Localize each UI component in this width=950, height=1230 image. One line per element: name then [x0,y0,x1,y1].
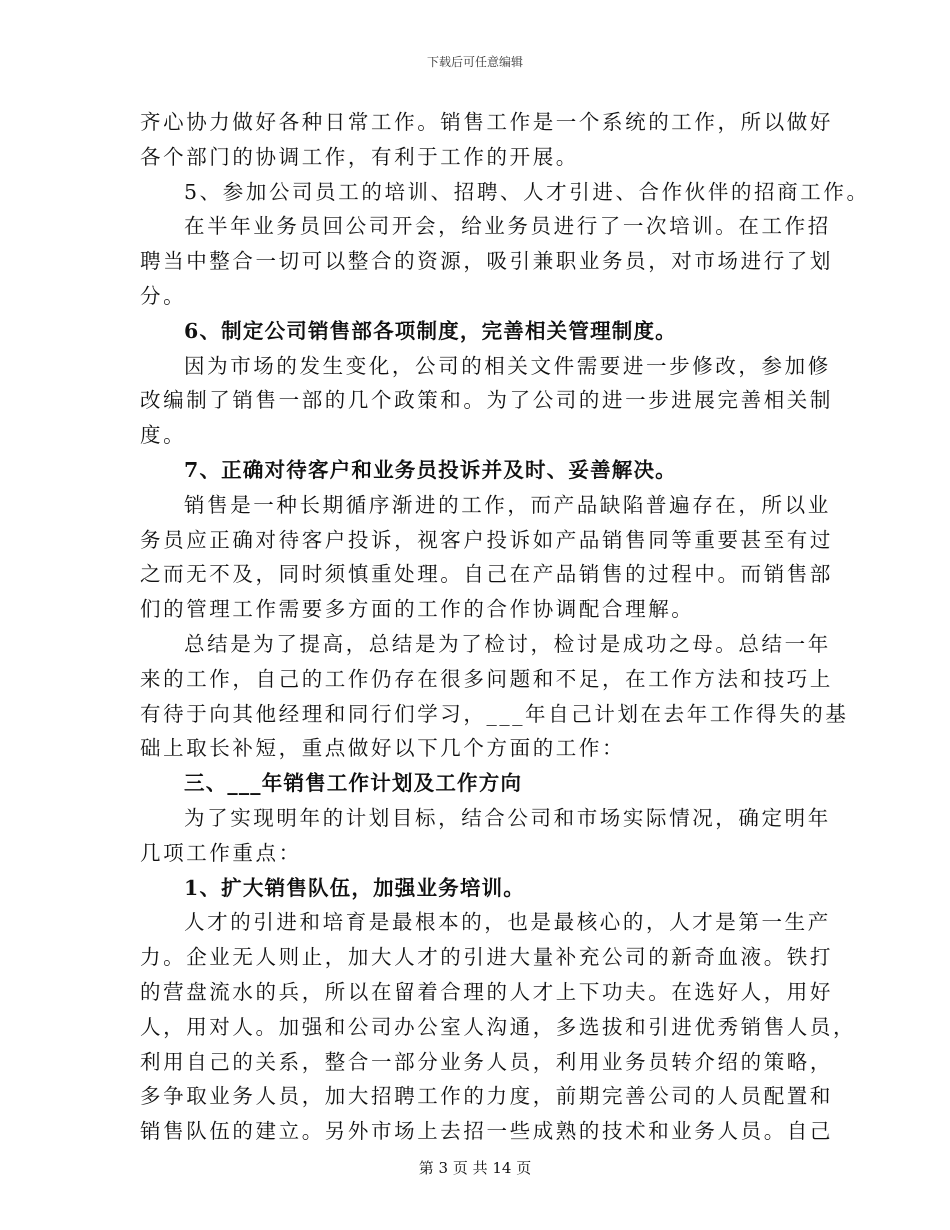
paragraph-line: 度。 [140,423,187,448]
paragraph-line: 利用自己的关系，整合一部分业务人员，利用业务员转介绍的策略， [140,1049,833,1074]
paragraph-line: 多争取业务人员，加大招聘工作的力度，前期完善公司的人员配置和 [140,1084,833,1109]
paragraph-line: 各个部门的协调工作，有利于工作的开展。 [140,144,579,169]
chapter-heading: 三、___年销售工作计划及工作方向 [184,771,523,796]
paragraph-line: 分。 [140,283,187,308]
paragraph-line: 务员应正确对待客户投诉，视客户投诉如产品销售同等重要甚至有过 [140,527,833,552]
page-number: 第 3 页 共 14 页 [418,1159,532,1177]
paragraph-line: 础上取长补短，重点做好以下几个方面的工作： [140,736,626,761]
section-heading: 7、正确对待客户和业务员投诉并及时、妥善解决。 [184,457,677,482]
paragraph-line: 有待于向其他经理和同行们学习，___年自己计划在去年工作得失的基 [140,701,849,726]
section-heading: 1、扩大销售队伍，加强业务培训。 [184,875,525,900]
paragraph-line: 之而无不及，同时须慎重处理。自己在产品销售的过程中。而销售部 [140,562,833,587]
paragraph-line: 聘当中整合一切可以整合的资源，吸引兼职业务员，对市场进行了划 [140,249,833,274]
paragraph-line: 销售是一种长期循序渐进的工作，而产品缺陷普遍存在，所以业 [184,492,831,517]
paragraph-line: 齐心协力做好各种日常工作。销售工作是一个系统的工作，所以做好 [140,110,833,134]
paragraph-line: 改编制了销售一部的几个政策和。为了公司的进一步进展完善相关制 [140,388,833,413]
list-item-heading: 5、参加公司员工的培训、招聘、人才引进、合作伙伴的招商工作。 [184,179,870,204]
paragraph-line: 们的管理工作需要多方面的工作的合作协调配合理解。 [140,597,695,622]
paragraph-line: 几项工作重点： [140,840,302,865]
paragraph-line: 人，用对人。加强和公司办公室人沟通，多选拔和引进优秀销售人员， [140,1014,857,1039]
paragraph-line: 在半年业务员回公司开会，给业务员进行了一次培训。在工作招 [184,214,831,239]
paragraph-line: 总结是为了提高，总结是为了检讨，检讨是成功之母。总结一年 [184,631,831,656]
paragraph-line: 的营盘流水的兵，所以在留着合理的人才上下功夫。在选好人，用好 [140,979,833,1004]
paragraph-line: 销售队伍的建立。另外市场上去招一些成熟的技术和业务人员。自己 [140,1119,833,1144]
paragraph-line: 为了实现明年的计划目标，结合公司和市场实际情况，确定明年 [184,805,831,830]
paragraph-line: 因为市场的发生变化，公司的相关文件需要进一步修改，参加修 [184,353,831,378]
paragraph-line: 力。企业无人则止，加大人才的引进大量补充公司的新奇血液。铁打 [140,945,833,970]
paragraph-line: 人才的引进和培育是最根本的，也是最核心的，人才是第一生产 [184,910,831,935]
page-header: 下载后可任意编辑 [426,55,523,69]
document-body [140,105,870,1149]
paragraph-line: 来的工作，自己的工作仍存在很多问题和不足，在工作方法和技巧上 [140,666,833,691]
section-heading: 6、制定公司销售部各项制度，完善相关管理制度。 [184,318,677,343]
